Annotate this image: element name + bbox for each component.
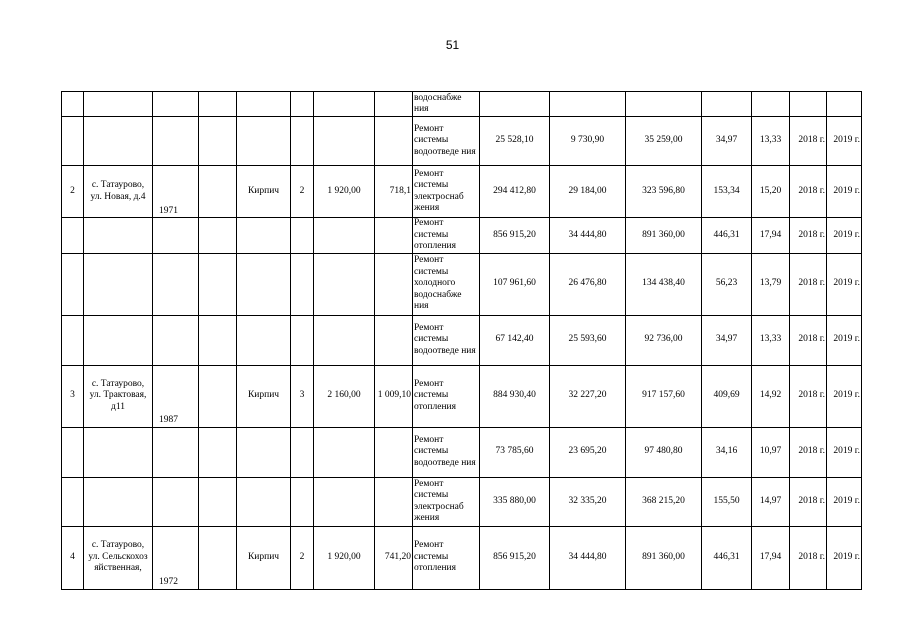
group-number-cell xyxy=(62,218,84,254)
cost-total-cell: 67 142,40 xyxy=(480,315,550,365)
address-cell: с. Татаурово, ул. Новая, д.4 xyxy=(84,166,153,218)
table-row xyxy=(62,365,862,427)
empty-cell xyxy=(199,477,237,526)
cell xyxy=(752,92,790,117)
cost-unit-cell: 23 695,20 xyxy=(550,427,626,477)
total-area-cell xyxy=(314,117,375,166)
specific-cost-cell: 155,50 xyxy=(702,477,752,526)
specific-cost-cell: 446,31 xyxy=(702,218,752,254)
wall-material-cell: Кирпич xyxy=(237,166,291,218)
wall-material-cell xyxy=(237,253,291,315)
living-area-cell xyxy=(375,477,413,526)
floors-cell xyxy=(291,315,314,365)
wall-material-cell xyxy=(237,427,291,477)
address-cell: с. Татаурово, ул. Трактовая, д11 xyxy=(84,365,153,427)
floors-cell: 2 xyxy=(291,526,314,589)
wall-material-cell xyxy=(237,477,291,526)
living-area-cell xyxy=(375,253,413,315)
total-area-cell xyxy=(314,427,375,477)
cell xyxy=(375,92,413,117)
page-number: 51 xyxy=(445,38,460,52)
start-year-cell: 2018 г. xyxy=(790,526,827,589)
work-type-cell: Ремонт системы водоотведе ния xyxy=(413,315,480,365)
year-built-cell xyxy=(153,117,199,166)
cell xyxy=(480,92,550,117)
start-year-cell: 2018 г. xyxy=(790,166,827,218)
work-type-cell: Ремонт системы водоотведе ния xyxy=(413,427,480,477)
start-year-cell: 2018 г. xyxy=(790,477,827,526)
cost-total-cell: 335 880,00 xyxy=(480,477,550,526)
total-area-cell: 1 920,00 xyxy=(314,526,375,589)
cell xyxy=(153,92,199,117)
year-built-cell xyxy=(153,218,199,254)
cost-unit-cell: 32 335,20 xyxy=(550,477,626,526)
empty-cell xyxy=(199,427,237,477)
cell xyxy=(314,92,375,117)
cost-unit-cell: 26 476,80 xyxy=(550,253,626,315)
cost-unit-cell: 32 227,20 xyxy=(550,365,626,427)
wall-material-cell: Кирпич xyxy=(237,526,291,589)
group-number-cell xyxy=(62,253,84,315)
cost-unit-cell: 34 444,80 xyxy=(550,526,626,589)
percent-cell: 14,97 xyxy=(752,477,790,526)
empty-cell xyxy=(199,253,237,315)
cost-total-cell: 107 961,60 xyxy=(480,253,550,315)
cost-unit-cell: 34 444,80 xyxy=(550,218,626,254)
start-year-cell: 2018 г. xyxy=(790,253,827,315)
empty-cell xyxy=(199,315,237,365)
table-row-continuation xyxy=(62,92,862,117)
cost-limit-cell: 891 360,00 xyxy=(626,526,702,589)
address-cell xyxy=(84,427,153,477)
group-number-cell: 4 xyxy=(62,526,84,589)
work-type-cell: Ремонт системы электроснаб жения xyxy=(413,166,480,218)
living-area-cell xyxy=(375,427,413,477)
wall-material-cell xyxy=(237,315,291,365)
cost-limit-cell: 917 157,60 xyxy=(626,365,702,427)
cell xyxy=(237,92,291,117)
end-year-cell: 2019 г. xyxy=(827,315,862,365)
group-number-cell xyxy=(62,315,84,365)
wall-material-cell xyxy=(237,218,291,254)
year-built-cell: 1987 xyxy=(153,365,199,427)
specific-cost-cell: 34,97 xyxy=(702,117,752,166)
floors-cell: 2 xyxy=(291,166,314,218)
work-type-cell: Ремонт системы электроснаб жения xyxy=(413,477,480,526)
total-area-cell: 2 160,00 xyxy=(314,365,375,427)
cell xyxy=(550,92,626,117)
capital-repair-table xyxy=(61,91,862,590)
cell xyxy=(827,92,862,117)
year-built-cell xyxy=(153,253,199,315)
cost-limit-cell: 891 360,00 xyxy=(626,218,702,254)
cost-total-cell: 25 528,10 xyxy=(480,117,550,166)
total-area-cell xyxy=(314,253,375,315)
work-type-cell: Ремонт системы холодного водоснабже ния xyxy=(413,253,480,315)
living-area-cell xyxy=(375,315,413,365)
table-row xyxy=(62,427,862,477)
empty-cell xyxy=(199,218,237,254)
table-body xyxy=(62,92,862,590)
end-year-cell: 2019 г. xyxy=(827,117,862,166)
living-area-cell: 718,1 xyxy=(375,166,413,218)
percent-cell: 13,33 xyxy=(752,315,790,365)
address-cell xyxy=(84,315,153,365)
cell xyxy=(62,92,84,117)
table-row xyxy=(62,315,862,365)
percent-cell: 17,94 xyxy=(752,526,790,589)
end-year-cell: 2019 г. xyxy=(827,365,862,427)
specific-cost-cell: 34,97 xyxy=(702,315,752,365)
year-built-cell xyxy=(153,315,199,365)
table-row xyxy=(62,253,862,315)
floors-cell xyxy=(291,427,314,477)
start-year-cell: 2018 г. xyxy=(790,315,827,365)
specific-cost-cell: 153,34 xyxy=(702,166,752,218)
end-year-cell: 2019 г. xyxy=(827,427,862,477)
year-built-cell xyxy=(153,427,199,477)
end-year-cell: 2019 г. xyxy=(827,526,862,589)
cost-total-cell: 856 915,20 xyxy=(480,218,550,254)
percent-cell: 15,20 xyxy=(752,166,790,218)
living-area-cell: 1 009,10 xyxy=(375,365,413,427)
empty-cell xyxy=(199,526,237,589)
cost-limit-cell: 323 596,80 xyxy=(626,166,702,218)
empty-cell xyxy=(199,117,237,166)
living-area-cell: 741,20 xyxy=(375,526,413,589)
cost-total-cell: 856 915,20 xyxy=(480,526,550,589)
group-number-cell: 2 xyxy=(62,166,84,218)
cost-total-cell: 884 930,40 xyxy=(480,365,550,427)
year-built-cell xyxy=(153,477,199,526)
end-year-cell: 2019 г. xyxy=(827,218,862,254)
end-year-cell: 2019 г. xyxy=(827,166,862,218)
group-number-cell xyxy=(62,477,84,526)
table-row xyxy=(62,526,862,589)
specific-cost-cell: 409,69 xyxy=(702,365,752,427)
start-year-cell: 2018 г. xyxy=(790,427,827,477)
table-row xyxy=(62,477,862,526)
group-number-cell xyxy=(62,427,84,477)
floors-cell: 3 xyxy=(291,365,314,427)
cost-total-cell: 294 412,80 xyxy=(480,166,550,218)
specific-cost-cell: 56,23 xyxy=(702,253,752,315)
wall-material-cell: Кирпич xyxy=(237,365,291,427)
total-area-cell: 1 920,00 xyxy=(314,166,375,218)
cost-limit-cell: 92 736,00 xyxy=(626,315,702,365)
start-year-cell: 2018 г. xyxy=(790,117,827,166)
address-cell xyxy=(84,218,153,254)
group-number-cell: 3 xyxy=(62,365,84,427)
percent-cell: 13,33 xyxy=(752,117,790,166)
table-row xyxy=(62,117,862,166)
floors-cell xyxy=(291,218,314,254)
cost-limit-cell: 368 215,20 xyxy=(626,477,702,526)
floors-cell xyxy=(291,477,314,526)
work-type-cell: Ремонт системы отопления xyxy=(413,526,480,589)
table-row xyxy=(62,218,862,254)
work-type-cell: водоснабже ния xyxy=(413,92,480,117)
table-row xyxy=(62,166,862,218)
cell xyxy=(702,92,752,117)
total-area-cell xyxy=(314,315,375,365)
year-built-cell: 1971 xyxy=(153,166,199,218)
wall-material-cell xyxy=(237,117,291,166)
cost-unit-cell: 29 184,00 xyxy=(550,166,626,218)
address-cell: с. Татаурово, ул. Сельскохоз яйственная, xyxy=(84,526,153,589)
empty-cell xyxy=(199,166,237,218)
cost-limit-cell: 35 259,00 xyxy=(626,117,702,166)
percent-cell: 14,92 xyxy=(752,365,790,427)
cost-total-cell: 73 785,60 xyxy=(480,427,550,477)
cost-limit-cell: 97 480,80 xyxy=(626,427,702,477)
cost-limit-cell: 134 438,40 xyxy=(626,253,702,315)
start-year-cell: 2018 г. xyxy=(790,218,827,254)
floors-cell xyxy=(291,117,314,166)
start-year-cell: 2018 г. xyxy=(790,365,827,427)
total-area-cell xyxy=(314,218,375,254)
living-area-cell xyxy=(375,218,413,254)
percent-cell: 13,79 xyxy=(752,253,790,315)
address-cell xyxy=(84,117,153,166)
work-type-cell: Ремонт системы отопления xyxy=(413,365,480,427)
cost-unit-cell: 9 730,90 xyxy=(550,117,626,166)
group-number-cell xyxy=(62,117,84,166)
percent-cell: 10,97 xyxy=(752,427,790,477)
cell xyxy=(84,92,153,117)
specific-cost-cell: 446,31 xyxy=(702,526,752,589)
total-area-cell xyxy=(314,477,375,526)
cost-unit-cell: 25 593,60 xyxy=(550,315,626,365)
work-type-cell: Ремонт системы отопления xyxy=(413,218,480,254)
cell xyxy=(790,92,827,117)
specific-cost-cell: 34,16 xyxy=(702,427,752,477)
end-year-cell: 2019 г. xyxy=(827,253,862,315)
address-cell xyxy=(84,253,153,315)
cell xyxy=(291,92,314,117)
work-type-cell: Ремонт системы водоотведе ния xyxy=(413,117,480,166)
percent-cell: 17,94 xyxy=(752,218,790,254)
cell xyxy=(626,92,702,117)
floors-cell xyxy=(291,253,314,315)
cell xyxy=(199,92,237,117)
end-year-cell: 2019 г. xyxy=(827,477,862,526)
empty-cell xyxy=(199,365,237,427)
living-area-cell xyxy=(375,117,413,166)
address-cell xyxy=(84,477,153,526)
year-built-cell: 1972 xyxy=(153,526,199,589)
